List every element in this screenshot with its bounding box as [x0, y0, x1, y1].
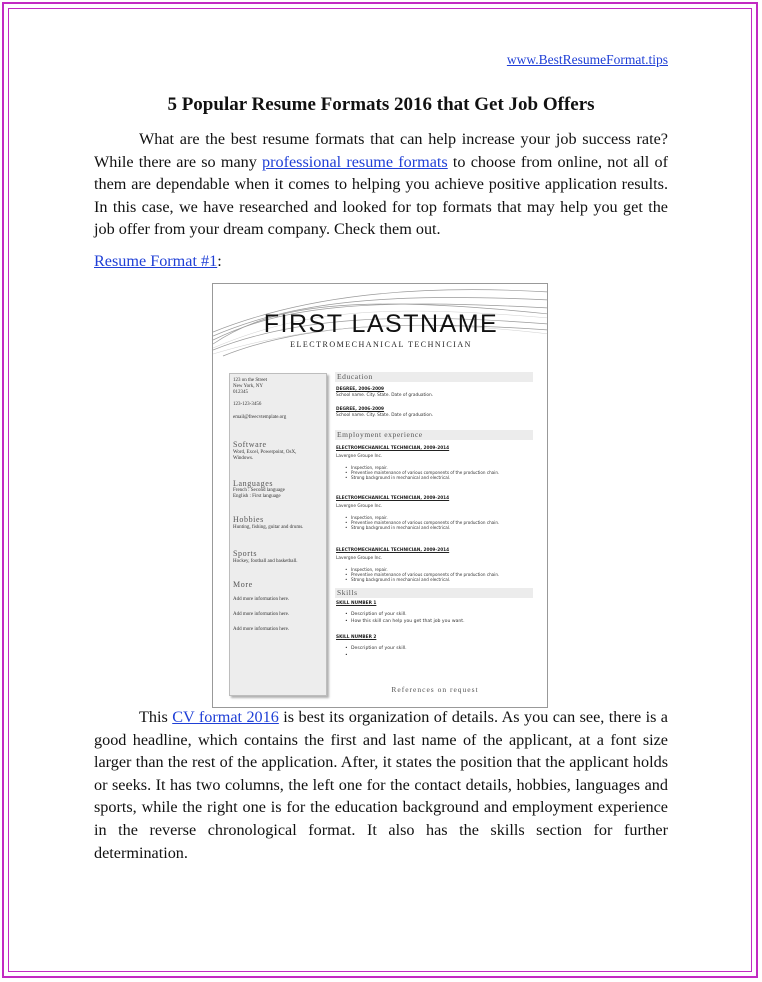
resume-bullet: • Preventive maintenance of various components of the production chain. [345, 470, 500, 475]
resume-bullet-text: Strong background in mechanical and electrical. [351, 577, 451, 582]
professional-resume-formats-link[interactable]: professional resume formats [262, 152, 448, 171]
resume-email: email@freecvtemplate.org [233, 415, 287, 420]
cv-format-2016-link[interactable]: CV format 2016 [172, 708, 279, 726]
resume-company: Lavergne Groupe Inc. [336, 504, 383, 509]
resume-bullet: • Strong background in mechanical and electrical. [345, 577, 451, 582]
resume-skill-title: SKILL NUMBER 2 [336, 635, 377, 640]
resume-role: ELECTROMECHANICAL TECHNICIAN [290, 340, 472, 349]
closing-text-start: This [139, 708, 173, 726]
resume-bullet-text: Preventive maintenance of various components of the production chain. [351, 520, 500, 525]
resume-languages-heading: Languages [233, 479, 274, 488]
resume-bullet: • Inspection, repair. [345, 567, 388, 572]
resume-right-column [335, 372, 535, 702]
resume-bullet: • Strong background in mechanical and electrical. [345, 525, 451, 530]
resume-address-line: 012345 [233, 390, 248, 395]
resume-hobbies-heading: Hobbies [233, 515, 264, 524]
resume-software-heading: Software [233, 440, 267, 449]
resume-bullet: • Inspection, repair. [345, 465, 388, 470]
intro-text-end: to choose from online, not all of them are dependable when it comes to helping you achieve positive application results. In this case, we have researched and looked for top formats that may help you get the job offer from your dream company. Check them out. [94, 152, 668, 239]
resume-languages-text: French : Second language [233, 488, 285, 493]
resume-bullet: • Inspection, repair. [345, 515, 388, 520]
resume-format-1-link[interactable]: Resume Format #1 [94, 252, 218, 270]
intro-paragraph [94, 128, 668, 241]
resume-address-line: New York, NY [233, 384, 264, 389]
resume-degree-text: School name. City. State. Date of graduation. [336, 413, 434, 418]
resume-format-label [94, 252, 222, 271]
resume-software-text: Word, Excel, Powerpoint, OsX, [233, 450, 297, 455]
closing-text-end: is best its organization of details. As you can see, there is a good headline, which contains the first and last name of the applicant, at a font size larger than the rest of the application. After, it states the position that the applicant holds or seeks. It has two columns, the left one for the contact details, hobbies, languages and sports, while the right one is for the education background and employment experience in the reverse chronological format. It also has the skills section for further determination. [94, 708, 668, 862]
closing-paragraph [94, 706, 668, 864]
resume-bullet-text: How this skill can help you get that job you want. [351, 619, 465, 624]
resume-company: Lavergne Groupe Inc. [336, 454, 383, 459]
resume-employment-heading: Employment experience [335, 430, 533, 440]
resume-left-column [229, 373, 327, 696]
site-link[interactable]: www.BestResumeFormat.tips [506, 52, 668, 67]
resume-bullet: • Preventive maintenance of various components of the production chain. [345, 520, 500, 525]
resume-bullet-text: Inspection, repair. [351, 515, 388, 520]
resume-sports-text: Hockey, football and basketball. [233, 559, 298, 564]
resume-degree-title: DEGREE, 2006-2009 [336, 387, 385, 392]
resume-more-text: Add more information here. [233, 597, 290, 602]
resume-bullet-text: Strong background in mechanical and electrical. [351, 525, 451, 530]
resume-phone: 123-123-3456 [233, 402, 262, 407]
page-title: 5 Popular Resume Formats 2016 that Get Job Offers [167, 94, 595, 115]
resume-bullet-text: Inspection, repair. [351, 465, 388, 470]
resume-references: References on request [391, 685, 479, 694]
resume-address-line: 123 on the Street [233, 378, 268, 383]
intro-text-start: What are the best resume formats that can help increase your job success rate? While there are so many [94, 130, 668, 171]
resume-software-text: Windows. [233, 456, 254, 461]
resume-degree-title: DEGREE, 2006-2009 [336, 407, 385, 412]
resume-bullet-text: Inspection, repair. [351, 567, 388, 572]
resume-more-text: Add more information here. [233, 612, 290, 617]
resume-bullet: • Description of your skill. [345, 612, 407, 617]
resume-skills-heading: Skills [335, 588, 533, 598]
resume-bullet-text: Strong background in mechanical and electrical. [351, 475, 451, 480]
resume-format-label-suffix: : [217, 252, 222, 270]
resume-bullet-text: Preventive maintenance of various components of the production chain. [351, 572, 500, 577]
resume-job-title: ELECTROMECHANICAL TECHNICIAN, 2009-2014 [336, 548, 450, 553]
resume-sample-image [212, 283, 548, 708]
resume-hobbies-text: Hunting, fishing, guitar and drums. [233, 525, 304, 530]
resume-more-heading: More [233, 580, 253, 589]
resume-bullet: • [345, 653, 348, 658]
resume-bullet-text: Description of your skill. [351, 612, 407, 617]
resume-bullet: • Description of your skill. [345, 646, 407, 651]
resume-job-title: ELECTROMECHANICAL TECHNICIAN, 2009-2014 [336, 496, 450, 501]
resume-bullet: • Preventive maintenance of various components of the production chain. [345, 572, 500, 577]
resume-more-text: Add more information here. [233, 627, 290, 632]
resume-education-heading: Education [335, 372, 533, 382]
resume-bullet: • How this skill can help you get that job you want. [345, 619, 465, 624]
resume-skill-title: SKILL NUMBER 1 [336, 601, 377, 606]
resume-degree-text: School name. City. State. Date of graduation. [336, 393, 434, 398]
resume-sports-heading: Sports [233, 549, 258, 558]
resume-bullet: • Strong background in mechanical and electrical. [345, 475, 451, 480]
resume-job-title: ELECTROMECHANICAL TECHNICIAN, 2009-2014 [336, 446, 450, 451]
resume-name: FIRST LASTNAME [263, 310, 499, 338]
resume-bullet-text: Preventive maintenance of various components of the production chain. [351, 470, 500, 475]
resume-company: Lavergne Groupe Inc. [336, 556, 383, 561]
resume-bullet-text: Description of your skill. [351, 646, 407, 651]
resume-languages-text: English : First language [233, 494, 281, 499]
